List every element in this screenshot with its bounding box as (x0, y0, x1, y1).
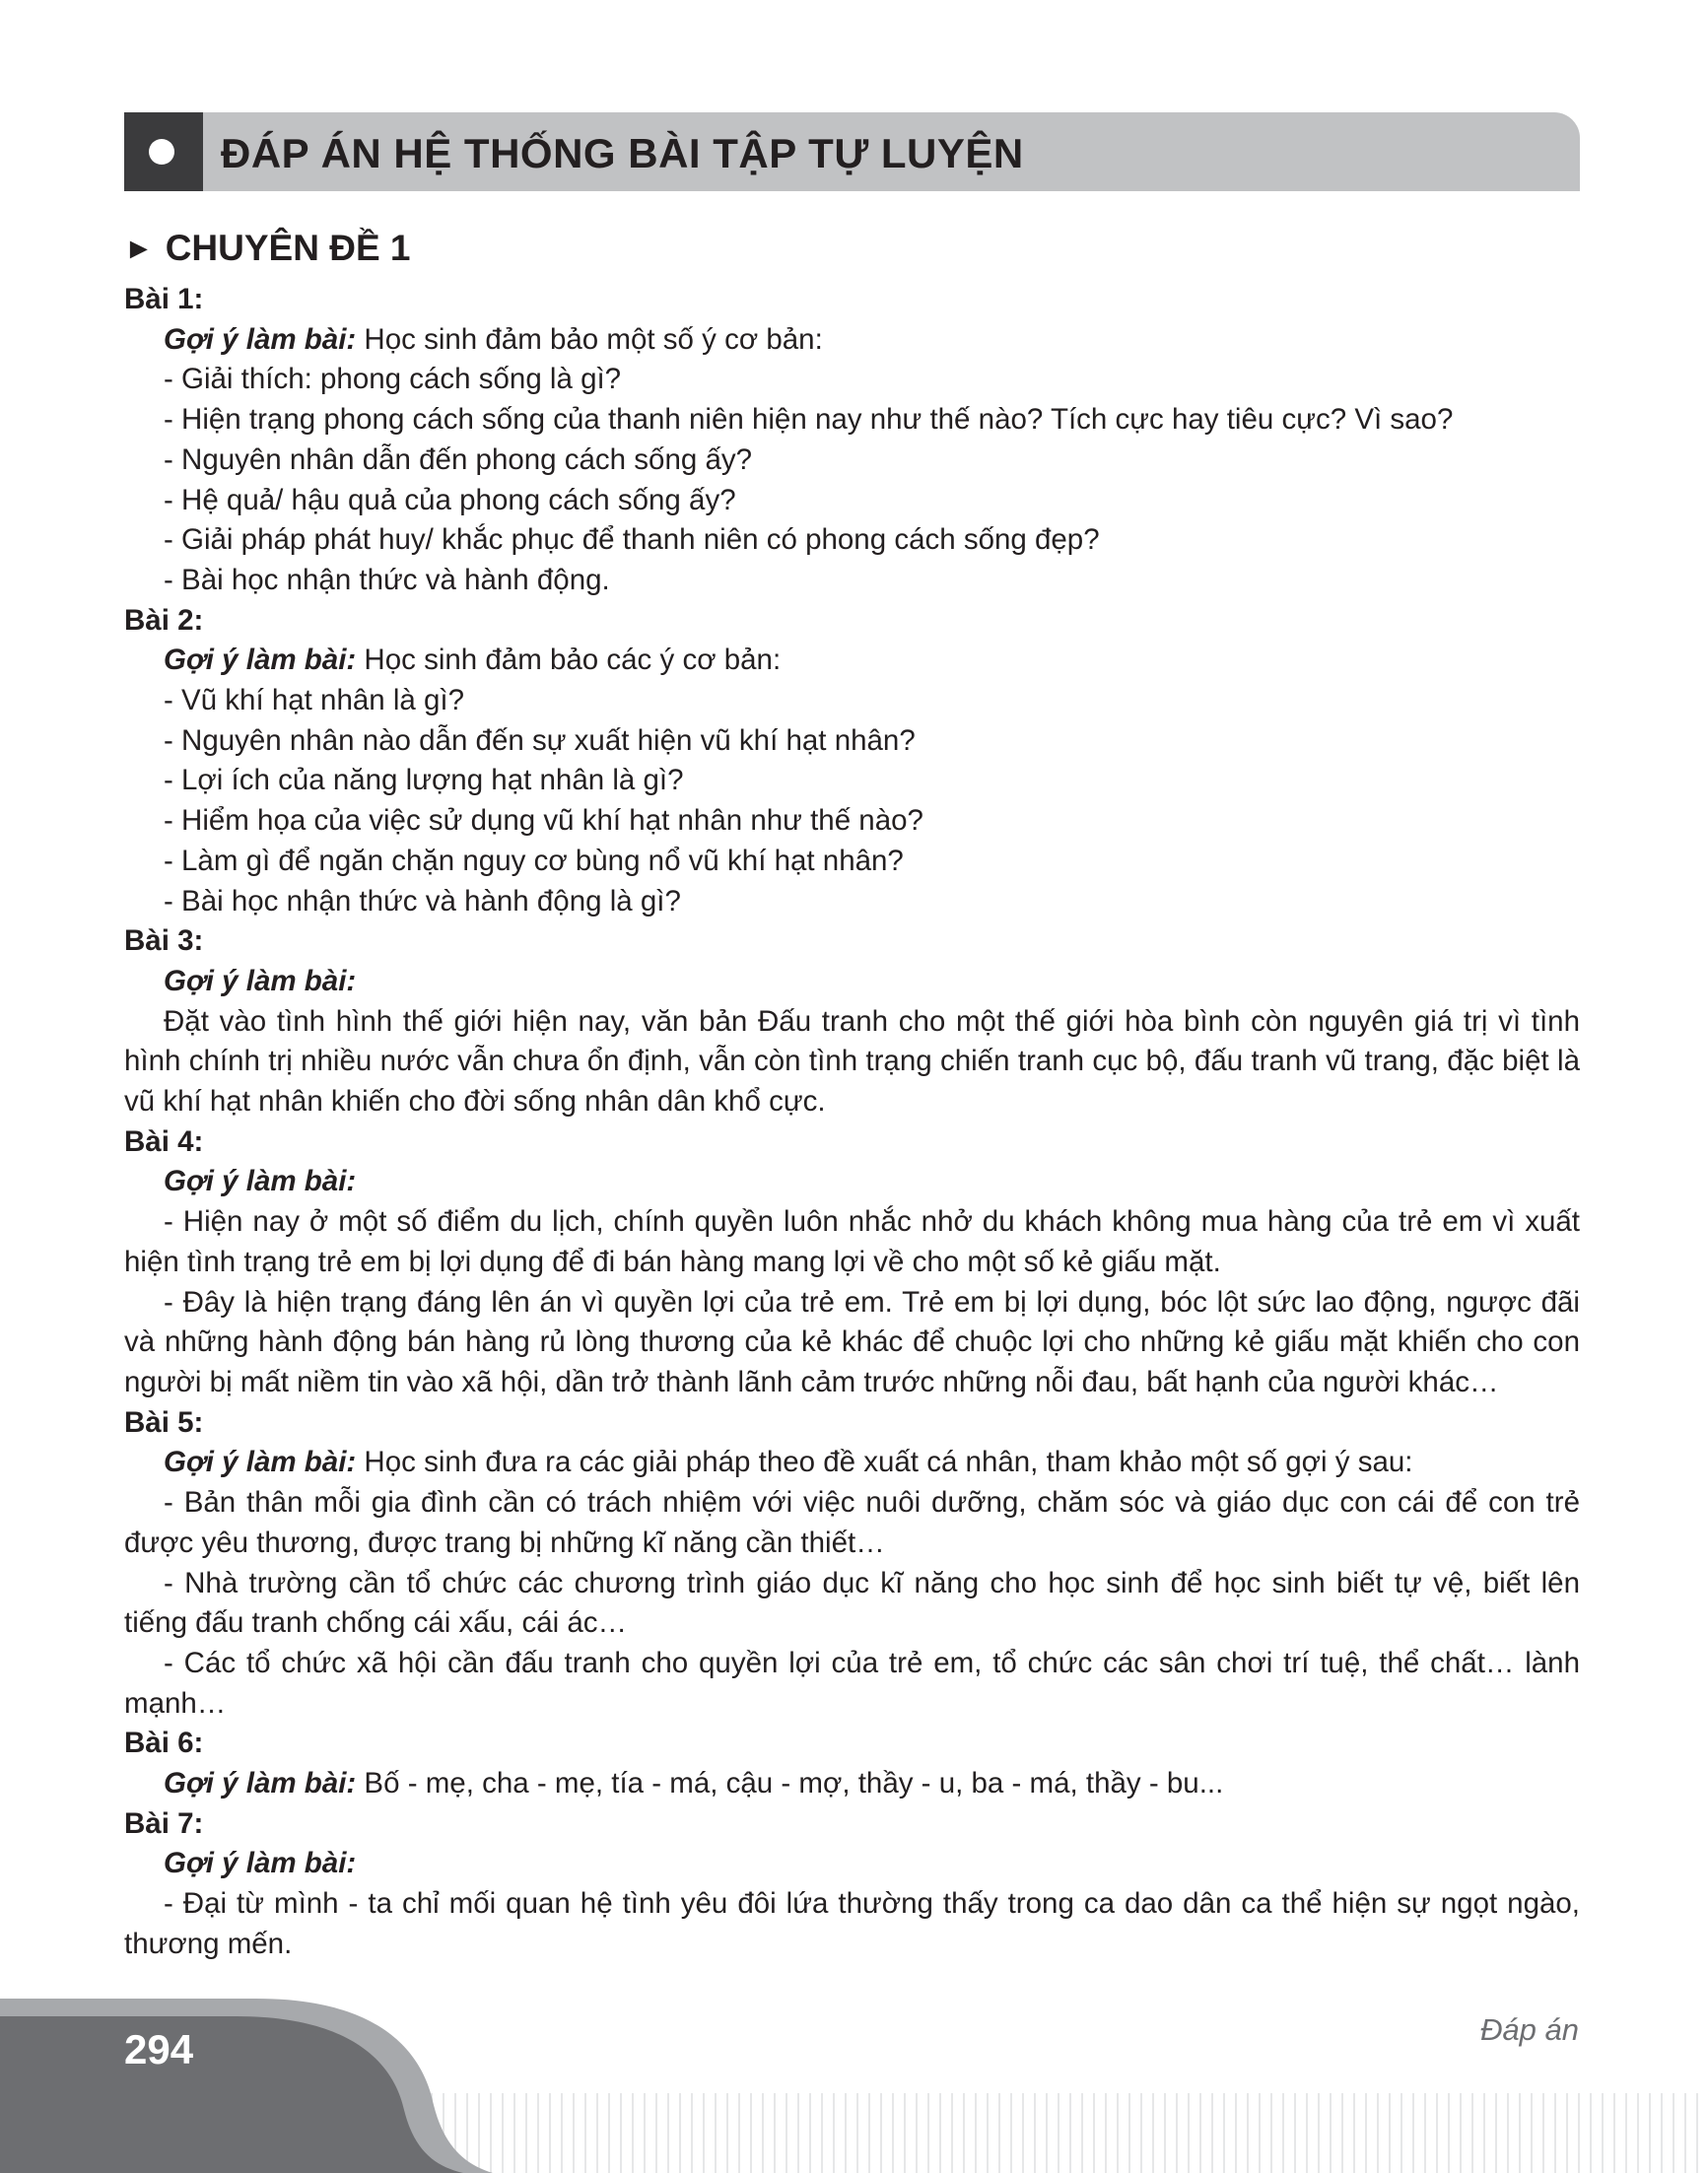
hint-label: Gợi ý làm bài: (164, 1165, 357, 1198)
hint-line (124, 1764, 1580, 1804)
hint-intro: Bố - mẹ, cha - mẹ, tía - má, cậu - mợ, thầy - u, ba - má, thầy - bu... (356, 1767, 1224, 1800)
paragraph: Đặt vào tình hình thế giới hiện nay, văn bản Đấu tranh cho một thế giới hòa bình còn nguyên giá trị vì tình hình chính trị nhiều nước vẫn chưa ổn định, vẫn còn tình trạng chiến tranh cục bộ, đấu tranh vũ trang, đặc biệt là vũ khí hạt nhân khiến cho đời sống nhân dân khổ cực. (124, 1004, 1580, 1119)
triangle-arrow-icon: ► (124, 233, 154, 265)
hint-line (124, 1443, 1580, 1483)
exercise-title: Bài 6: (124, 1727, 204, 1760)
hint-intro: Học sinh đưa ra các giải pháp theo đề xuất cá nhân, tham khảo một số gợi ý sau: (356, 1446, 1413, 1479)
footer-label: Đáp án (1480, 2012, 1579, 2047)
section-heading (124, 223, 410, 275)
hint-label: Gợi ý làm bài: (164, 1767, 357, 1800)
list-item: - Làm gì để ngăn chặn nguy cơ bùng nổ vũ khí hạt nhân? (164, 844, 904, 877)
exercise-title: Bài 2: (124, 603, 204, 637)
exercise-title: Bài 7: (124, 1806, 204, 1840)
hint-label: Gợi ý làm bài: (164, 1446, 357, 1479)
bullet-dot-icon (149, 139, 174, 165)
list-item: - Hiểm họa của việc sử dụng vũ khí hạt nhân như thế nào? (164, 804, 923, 838)
list-item: - Giải pháp phát huy/ khắc phục để thanh niên có phong cách sống đẹp? (164, 523, 1100, 557)
list-item: - Lợi ích của năng lượng hạt nhân là gì? (164, 764, 684, 797)
paragraph: - Đây là hiện trạng đáng lên án vì quyền lợi của trẻ em. Trẻ em bị lợi dụng, bóc lột sức lao động, ngược đãi và những hành động bán hàng rủ lòng thương của kẻ khác để chuộc lợi cho những kẻ giấu mặt khiến cho con người bị mất niềm tin vào xã hội, dần trở thành lãnh cảm trước những nỗi đau, bất hạnh của người khác… (124, 1285, 1580, 1398)
list-item: - Giải thích: phong cách sống là gì? (164, 363, 622, 396)
hint-label: Gợi ý làm bài: (164, 964, 357, 997)
page-title: ĐÁP ÁN HỆ THỐNG BÀI TẬP TỰ LUYỆN (221, 130, 1024, 176)
paragraph: - Nhà trường cần tổ chức các chương trình giáo dục kĩ năng cho học sinh để học sinh biết tự vệ, biết lên tiếng đấu tranh chống cái xấu, cái ác… (124, 1566, 1580, 1640)
page-number: 294 (124, 2026, 194, 2072)
hint-line (124, 641, 1580, 681)
list-item: - Bài học nhận thức và hành động. (164, 563, 610, 596)
hint-label: Gợi ý làm bài: (164, 322, 357, 356)
footer-stripes (424, 2093, 1708, 2173)
hint-line (124, 1162, 1580, 1202)
paragraph: - Các tổ chức xã hội cần đấu tranh cho quyền lợi của trẻ em, tổ chức các sân chơi trí tuệ, thể chất… lành mạnh… (124, 1646, 1580, 1720)
hint-line (124, 962, 1580, 1002)
list-item: - Bài học nhận thức và hành động là gì? (164, 884, 681, 917)
section-title: CHUYÊN ĐỀ 1 (165, 228, 411, 268)
list-item: - Nguyên nhân nào dẫn đến sự xuất hiện vũ khí hạt nhân? (164, 723, 916, 757)
hint-label: Gợi ý làm bài: (164, 644, 357, 677)
list-item: - Vũ khí hạt nhân là gì? (164, 684, 465, 717)
paragraph: - Đại từ mình - ta chỉ mối quan hệ tình yêu đôi lứa thường thấy trong ca dao dân ca thể hiện sự ngọt ngào, thương mến. (124, 1887, 1580, 1960)
exercise-title: Bài 3: (124, 924, 204, 958)
footer-decoration (0, 1987, 1708, 2173)
hint-line (124, 1844, 1580, 1884)
list-item: - Hiện trạng phong cách sống của thanh niên hiện nay như thế nào? Tích cực hay tiêu cực? Vì sao? (164, 403, 1454, 437)
list-item: - Nguyên nhân dẫn đến phong cách sống ấy? (164, 442, 753, 476)
list-item: - Hệ quả/ hậu quả của phong cách sống ấy? (164, 483, 736, 516)
hint-intro: Học sinh đảm bảo các ý cơ bản: (356, 644, 782, 677)
hint-intro: Học sinh đảm bảo một số ý cơ bản: (356, 322, 823, 356)
paragraph: - Bản thân mỗi gia đình cần có trách nhiệm với việc nuôi dưỡng, chăm sóc và giáo dục con cái để con trẻ được yêu thương, được trang bị những kĩ năng cần thiết… (124, 1486, 1580, 1559)
paragraph: - Hiện nay ở một số điểm du lịch, chính quyền luôn nhắc nhở du khách không mua hàng của trẻ em vì xuất hiện tình trạng trẻ em bị lợi dụng để đi bán hàng mang lợi về cho một số kẻ giấu mặt. (124, 1205, 1580, 1278)
content (124, 280, 1580, 1965)
hint-line (124, 320, 1580, 361)
hint-label: Gợi ý làm bài: (164, 1847, 357, 1880)
exercise-title: Bài 5: (124, 1405, 204, 1439)
exercise-title: Bài 4: (124, 1124, 204, 1158)
exercise-title: Bài 1: (124, 283, 204, 315)
